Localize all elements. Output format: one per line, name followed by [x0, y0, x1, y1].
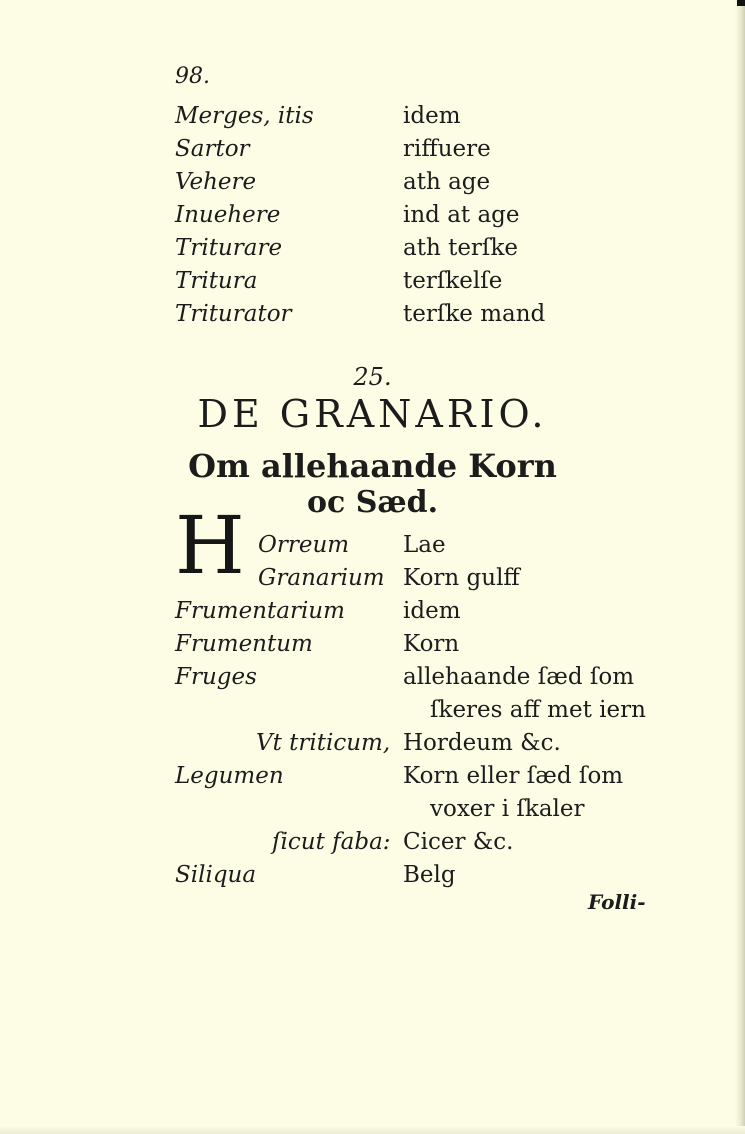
latin-term: ſicut faba: — [272, 829, 391, 855]
section-subtitle-line2: oc Sæd. — [306, 485, 439, 520]
latin-term: Legumen — [175, 763, 284, 789]
glossary-row — [0, 694, 745, 726]
glossary-row — [0, 166, 745, 198]
latin-term: Siliqua — [175, 862, 257, 888]
danish-term: riffuere — [403, 136, 491, 162]
danish-term: Lae — [403, 532, 446, 558]
page-bottom-edge — [0, 1126, 745, 1134]
latin-term: Tritura — [175, 268, 258, 294]
latin-term: Merges, itis — [175, 103, 314, 129]
glossary-row — [0, 826, 745, 858]
drop-cap: H — [175, 499, 245, 592]
latin-term: Vehere — [175, 169, 257, 195]
danish-term: ath terſke — [403, 235, 518, 261]
glossary-row — [0, 265, 745, 297]
danish-term: terſkelſe — [403, 268, 503, 294]
glossary-row — [0, 529, 745, 561]
glossary-row — [0, 232, 745, 264]
latin-term: Granarium — [258, 565, 385, 591]
glossary-row — [0, 199, 745, 231]
danish-term: idem — [403, 103, 461, 129]
latin-term: Frumentarium — [175, 598, 345, 624]
danish-term: Korn eller ſæd ſom — [403, 763, 624, 789]
danish-term: idem — [403, 598, 461, 624]
catchword: Folli- — [588, 890, 646, 914]
glossary-row — [0, 595, 745, 627]
danish-term: Cicer &c. — [403, 829, 514, 855]
danish-term: allehaande ſæd ſom — [403, 664, 635, 690]
danish-term: ath age — [403, 169, 491, 195]
latin-term: Vt triticum, — [256, 730, 391, 756]
danish-term: Korn gulff — [403, 565, 520, 591]
danish-term: Hordeum &c. — [403, 730, 561, 756]
danish-term-continued: ſkeres aff met iern — [430, 697, 646, 723]
section-number: 25. — [353, 363, 392, 391]
latin-term: Sartor — [175, 136, 250, 162]
glossary-row — [0, 760, 745, 792]
latin-term: Orreum — [258, 532, 350, 558]
danish-term: Belg — [403, 862, 456, 888]
glossary-row — [0, 661, 745, 693]
danish-term: terſke mand — [403, 301, 546, 327]
section-title: DE GRANARIO. — [197, 392, 548, 436]
glossary-row — [0, 859, 745, 891]
glossary-row — [0, 727, 745, 759]
latin-term: Frumentum — [175, 631, 313, 657]
latin-term: Triturator — [175, 301, 292, 327]
danish-term: Korn — [403, 631, 460, 657]
corner-mark — [737, 0, 745, 6]
glossary-row — [0, 133, 745, 165]
section-subtitle-line1: Om allehaande Korn — [188, 447, 557, 485]
glossary-row — [0, 100, 745, 132]
glossary-row — [0, 628, 745, 660]
latin-term: Fruges — [175, 664, 257, 690]
danish-term: ind at age — [403, 202, 520, 228]
latin-term: Triturare — [175, 235, 283, 261]
glossary-row — [0, 298, 745, 330]
latin-term: Inuehere — [175, 202, 281, 228]
glossary-row — [0, 562, 745, 594]
danish-term-continued: voxer i ſkaler — [430, 796, 585, 822]
glossary-row — [0, 793, 745, 825]
page-number: 98. — [175, 64, 210, 89]
